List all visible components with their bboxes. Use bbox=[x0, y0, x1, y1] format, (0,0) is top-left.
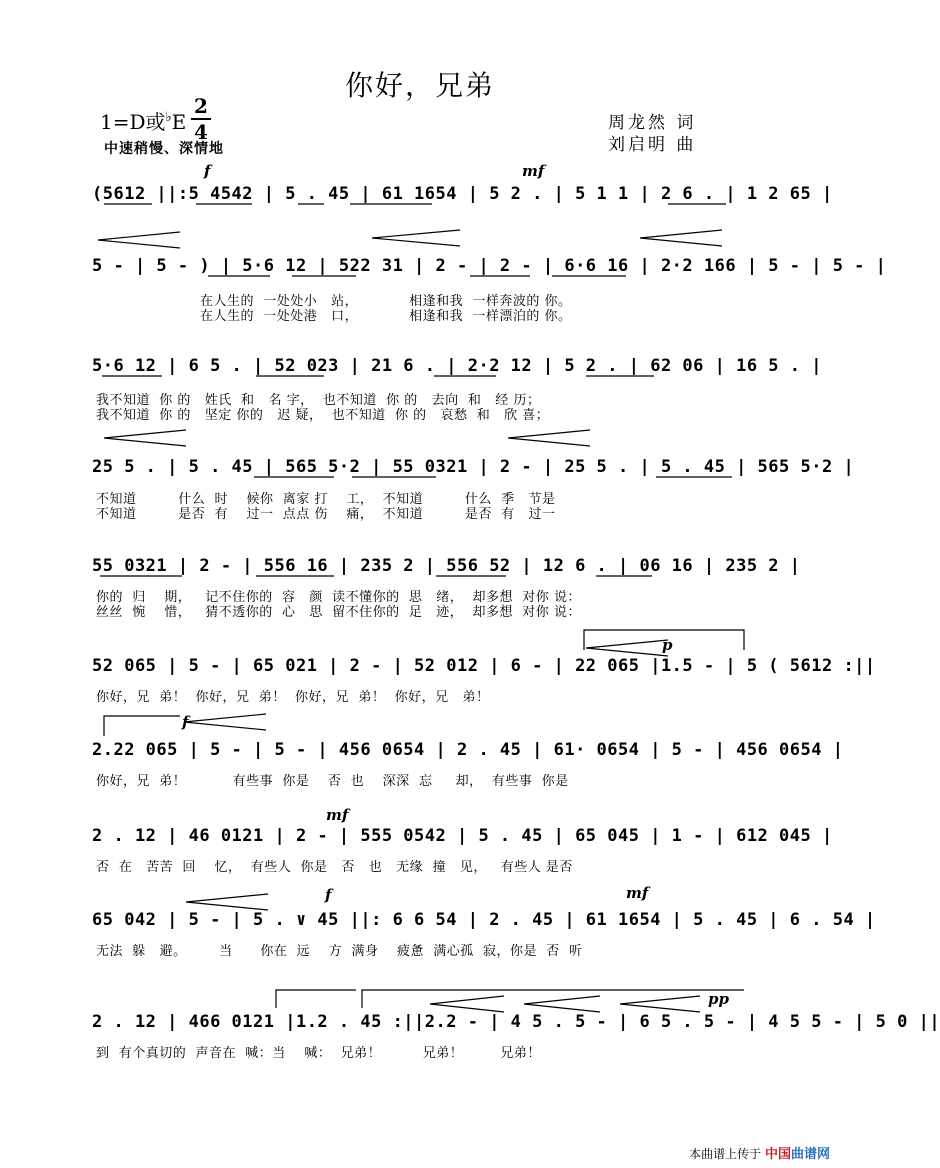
tempo-marking: 中速稍慢、深情地 bbox=[104, 141, 224, 157]
lyrics-row-2-verse-1: 在人生的 一处处小 站， 相逢和我 一样奔波的 你。 bbox=[200, 294, 572, 309]
lyrics-row-3-verse-2: 我不知道 你 的 坚定 你的 迟 疑， 也不知道 你 的 哀愁 和 欣 喜； bbox=[96, 408, 550, 423]
time-top: 2 bbox=[194, 94, 208, 118]
upload-text: 本曲谱上传于 bbox=[689, 1147, 762, 1161]
notation-row-5: 55 0321 | 2 - | 556 16 | 235 2 | 556 52 | 12 6 . | 06 16 | 235 2 | bbox=[92, 556, 801, 576]
dynamic-mark: f bbox=[182, 713, 189, 731]
time-signature bbox=[188, 96, 214, 142]
lyrics-row-4-verse-2: 不知道 是否 有 过一 点点 伤 痛， 不知道 是否 有 过一 bbox=[96, 507, 556, 522]
notation-row-7: 2.22 065 | 5 - | 5 - | 456 0654 | 2 . 45 | 61· 0654 | 5 - | 456 0654 | bbox=[92, 740, 844, 760]
lyrics-row-10: 到 有个真切的 声音在 喊：当 喊： 兄弟！ 兄弟！ 兄弟！ bbox=[96, 1046, 541, 1061]
key-letter: E bbox=[171, 110, 187, 134]
key-signature bbox=[100, 106, 186, 135]
lyrics-row-6: 你好，兄 弟！ 你好，兄 弟！ 你好，兄 弟！ 你好，兄 弟！ bbox=[96, 690, 490, 705]
brand-logo-blue: 曲谱网 bbox=[790, 1147, 830, 1162]
dynamic-mark: pp bbox=[708, 990, 729, 1008]
notation-row-2: 5 - | 5 - ) | 5·6 12 | 522 31 | 2 - | 2 - | 6·6 16 | 2·2 166 | 5 - | 5 - | bbox=[92, 256, 887, 276]
dynamic-mark: f bbox=[204, 162, 211, 180]
notation-row-1: (5612 ||:5 4542 | 5 . 45 | 61 1654 | 5 2 . | 5 1 1 | 2 6 . | 1 2 65 | bbox=[92, 184, 833, 204]
brand-logo-red: 中国 bbox=[764, 1147, 791, 1162]
flat-icon: ♭ bbox=[165, 110, 172, 125]
lyrics-row-5-verse-2: 丝丝 惋 惜， 猜不透你的 心 思 留不住你的 足 迹， 却多想 对你 说： bbox=[96, 605, 581, 620]
dynamic-mark: mf bbox=[326, 806, 349, 824]
notation-row-10: 2 . 12 | 466 0121 |1.2 . 45 :||2.2 - | 4 5 . 5 - | 6 5 . 5 - | 4 5 5 - | 5 0 || bbox=[92, 1012, 940, 1032]
lyricist-credit: 周龙然 词 bbox=[608, 113, 697, 133]
notation-row-6: 52 065 | 5 - | 65 021 | 2 - | 52 012 | 6 - | 22 065 |1.5 - | 5 ( 5612 :|| bbox=[92, 656, 876, 676]
lyrics-row-5-verse-1: 你的 归 期， 记不住你的 容 颜 读不懂你的 思 绪， 却多想 对你 说： bbox=[96, 590, 581, 605]
composer-credit: 刘启明 曲 bbox=[608, 135, 697, 155]
footer-watermark bbox=[689, 1143, 830, 1162]
page-title: 你好，兄弟 bbox=[344, 69, 495, 102]
lyrics-row-7: 你好，兄 弟！ 有些事 你是 否 也 深深 忘 却， 有些事 你是 bbox=[96, 774, 569, 789]
dynamic-mark: mf bbox=[626, 884, 649, 902]
lyrics-row-3-verse-1: 我不知道 你 的 姓氏 和 名 字， 也不知道 你 的 去向 和 经 历； bbox=[96, 393, 541, 408]
dynamic-mark: f bbox=[325, 886, 332, 904]
notation-row-3: 5·6 12 | 6 5 . | 52 023 | 21 6 . | 2·2 12 | 5 2 . | 62 06 | 16 5 . | bbox=[92, 356, 822, 376]
lyrics-row-8: 否 在 苦苦 回 忆， 有些人 你是 否 也 无缘 撞 见， 有些人 是否 bbox=[96, 860, 573, 875]
lyrics-row-9: 无法 躲 避。 当 你在 远 方 满身 疲惫 满心孤 寂，你是 否 听 bbox=[96, 944, 583, 959]
notation-row-4: 25 5 . | 5 . 45 | 565 5·2 | 55 0321 | 2 - | 25 5 . | 5 . 45 | 565 5·2 | bbox=[92, 457, 855, 477]
notation-row-8: 2 . 12 | 46 0121 | 2 - | 555 0542 | 5 . 45 | 65 045 | 1 - | 612 045 | bbox=[92, 826, 833, 846]
time-bottom: 4 bbox=[194, 120, 208, 144]
dynamic-mark: p bbox=[662, 636, 673, 654]
key-prefix: 1=D或 bbox=[100, 110, 166, 134]
lyrics-row-4-verse-1: 不知道 什么 时 候你 离家 打 工， 不知道 什么 季 节是 bbox=[96, 492, 556, 507]
dynamic-mark: mf bbox=[522, 162, 545, 180]
lyrics-row-2-verse-2: 在人生的 一处处港 口， 相逢和我 一样漂泊的 你。 bbox=[200, 309, 572, 324]
notation-row-9: 65 042 | 5 - | 5 . ∨ 45 ||: 6 6 54 | 2 . 45 | 61 1654 | 5 . 45 | 6 . 54 | bbox=[92, 910, 876, 930]
